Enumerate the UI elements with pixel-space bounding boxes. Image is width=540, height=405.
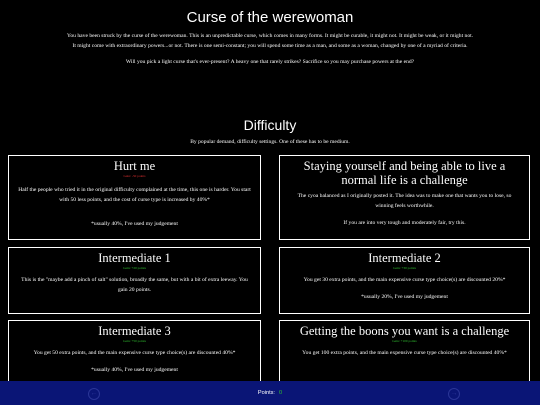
difficulty-option-intermediate-2[interactable] [279,247,530,314]
option-name: Intermediate 2 [368,251,441,265]
option-description: You get 30 extra points, and the main expensive curse type choice(s) are discounted 20%* [303,277,506,283]
difficulty-subtitle: By popular demand, difficulty settings. One of these has to be medium. [190,139,350,145]
option-description: This is the "maybe add a pinch of salt" solution, broadly the same, but with a bit of extra leeway. You gain 20 points. [21,277,248,293]
option-note: *usually 40%, I've used my judgement [91,367,178,373]
difficulty-option-hurt-me[interactable] [8,155,261,240]
option-gain: Gain: +100 points [392,339,417,343]
points-bar [0,381,540,405]
points-label: Points: [257,390,275,396]
intro-text [66,31,474,73]
option-description: You get 100 extra points, and the main expensive curse type choice(s) are discounted 40%* [302,350,507,356]
page-title: Curse of the werewoman [186,9,354,26]
option-name: Hurt me [113,159,156,173]
points-value: 0 [278,390,283,396]
option-note: If you are into very tough and moderately fair, try this. [343,220,466,226]
option-description: Half the people who tried it in the original difficulty complained at the time, this one is harder. You start with 50 less points, and the cost of curse type is increased by 40%* [18,187,251,203]
intro-paragraph-2: Will you pick a light curse that's ever-present? A heavy one that rarely strikes? Sacrifice so you may purchase powers at the end? [125,59,415,65]
intro-paragraph-1: You have been struck by the curse of the werewoman. This is an unpredictable curse, which comes in many forms. It might be curable, it might not. It might be weak, or it might not. It might come with extraordinary powers...or not. There is one semi-constant; you will spend some time as a man, and some as a woman, changed by one of a myriad of criteria. [66,33,474,49]
option-gain: Gain: +20 points [123,266,146,270]
difficulty-option-boons-challenge[interactable] [279,320,530,381]
option-name: Intermediate 1 [98,251,171,265]
option-note: *usually 20%, I've used my judgement [361,294,448,300]
arrow-left-icon[interactable]: ← [88,388,100,400]
difficulty-option-normal-life[interactable] [279,155,530,240]
option-name: Intermediate 3 [98,324,171,338]
option-gain: Gain: +30 points [393,266,416,270]
option-name: Getting the boons you want is a challenge [299,324,510,338]
option-name: Staying yourself and being able to live a normal life is a challenge [303,159,506,187]
option-description: You get 50 extra points, and the main expensive curse type choice(s) are discounted 40%* [33,350,236,356]
difficulty-option-intermediate-3[interactable] [8,320,261,381]
difficulty-heading: Difficulty [243,117,297,133]
option-note: *usually 40%, I've used my judgement [91,221,178,227]
difficulty-option-intermediate-1[interactable] [8,247,261,314]
arrow-right-icon[interactable]: → [448,388,460,400]
option-gain: Gain: -50 points [123,174,146,178]
option-gain: Gain: +50 points [123,339,146,343]
option-description: The cyoa balanced as I originally posted it. The idea was to make one that wants you to lose, so winning feels worthwhile. [297,193,512,209]
